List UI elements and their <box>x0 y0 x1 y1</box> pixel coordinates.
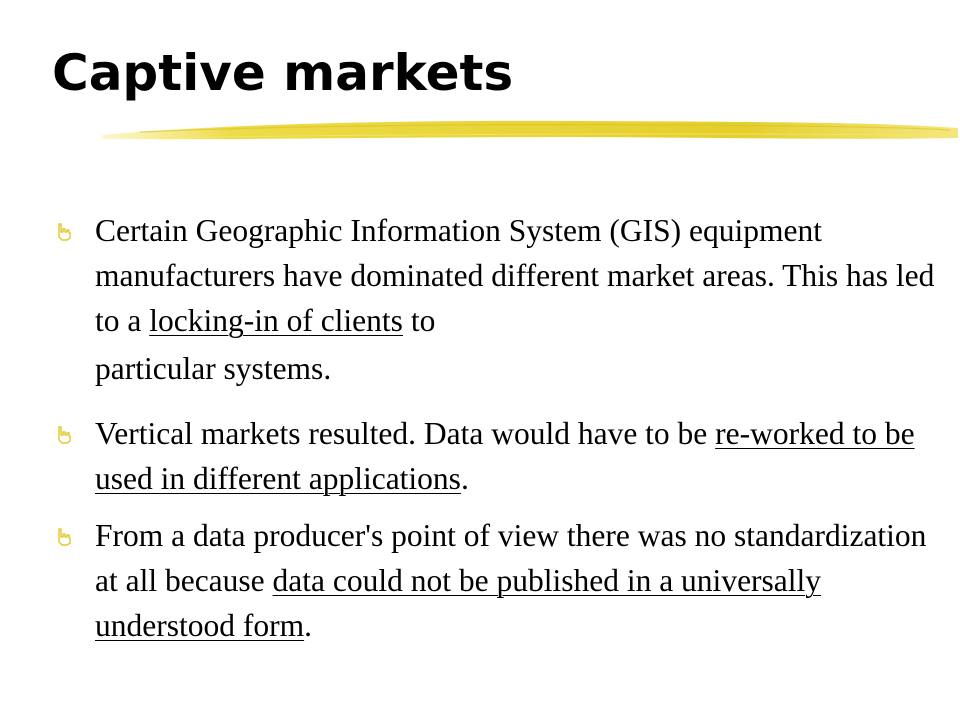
bullet-underlined-text: re-worked to be used in different applications <box>95 416 915 496</box>
bullet-item <box>55 411 935 501</box>
hand-bullet-icon <box>55 527 75 547</box>
bullet-underlined-text: data could not be published in a universally understood form <box>95 563 822 643</box>
slide-title: Captive markets <box>52 44 514 102</box>
bullet-list <box>55 208 935 660</box>
bullet-item <box>55 208 935 399</box>
bullet-text-after: . <box>460 461 469 496</box>
hand-bullet-icon <box>55 222 75 242</box>
bullet-text: Vertical markets resulted. Data would have to be <box>95 416 716 451</box>
bullet-text: From a data producer's point of view there was no standardization at all because <box>95 518 927 598</box>
title-underline-swoosh <box>100 110 960 150</box>
bullet-text: Certain Geographic Information System (GIS) equipment manufacturers have dominated different market areas. This has led to a <box>95 213 935 338</box>
bullet-continuation: particular systems. <box>95 351 332 386</box>
bullet-underlined-text: locking-in of clients <box>149 303 403 338</box>
hand-bullet-icon <box>55 425 75 445</box>
bullet-text-after: to <box>402 303 436 338</box>
bullet-text-after: . <box>304 608 312 643</box>
bullet-item <box>55 513 935 648</box>
